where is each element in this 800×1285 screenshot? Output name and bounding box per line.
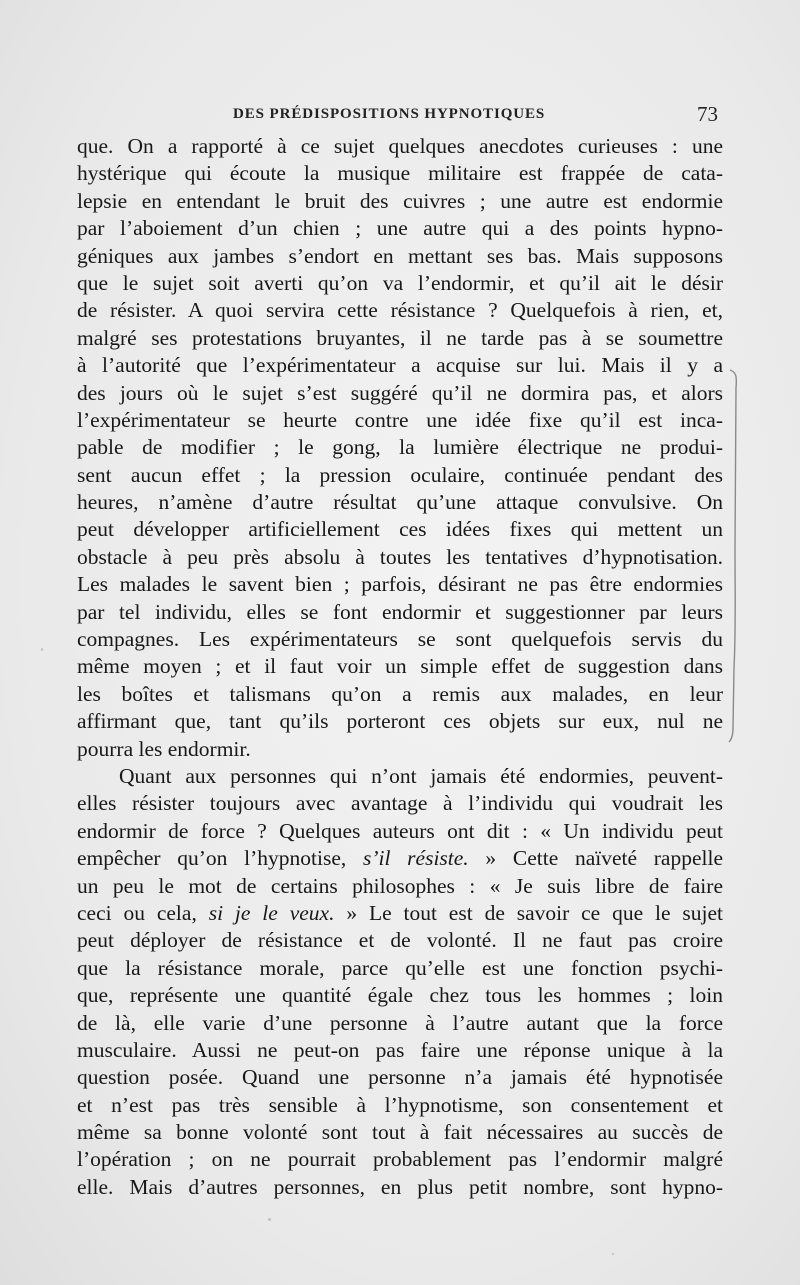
paper-speck xyxy=(612,1253,614,1255)
page-number: 73 xyxy=(697,102,718,126)
text-line: des jours où le sujet s’est suggéré qu’il ne dormira pas, et alors xyxy=(77,380,723,405)
text-line: elle. Mais d’autres personnes, en plus petit nombre, sont hypno- xyxy=(77,1174,723,1199)
text-line: et n’est pas très sensible à l’hypnotisme, son consentement et xyxy=(77,1092,723,1117)
text-line: de là, elle varie d’une personne à l’autre autant que la force xyxy=(77,1010,723,1035)
margin-bracket-mark xyxy=(728,368,742,744)
text-line: peut développer artificiellement ces idées fixes qui mettent un xyxy=(77,517,723,542)
running-head xyxy=(78,104,718,128)
text-line: que. On a rapporté à ce sujet quelques anecdotes curieuses : une xyxy=(77,134,723,158)
text-line: heures, n’amène d’autre résultat qu’une attaque convulsive. On xyxy=(77,490,723,515)
text-line: par l’aboiement d’un chien ; une autre qui a des points hypno- xyxy=(77,216,723,241)
text-line: malgré ses protestations bruyantes, il ne tarde pas à se soumettre xyxy=(77,325,723,350)
text-line: que la résistance morale, parce qu’elle est une fonction psychi- xyxy=(77,955,723,980)
text-line: même moyen ; et il faut voir un simple effet de suggestion dans xyxy=(77,654,723,679)
text-line: un peu le mot de certains philosophes : « Je suis libre de faire xyxy=(77,873,723,898)
text-line: Quant aux personnes qui n’ont jamais été endormies, peuvent- xyxy=(119,763,723,788)
text-line: que, représente une quantité égale chez tous les hommes ; loin xyxy=(77,983,723,1008)
text-line: elles résister toujours avec avantage à l’individu qui voudrait les xyxy=(77,791,723,816)
text-line: lepsie en entendant le bruit des cuivres ; une autre est endormie xyxy=(77,188,723,213)
text-line: les boîtes et talismans qu’on a remis aux malades, en leur xyxy=(77,681,723,706)
text-line: l’opération ; on ne pourrait probablement pas l’endormir malgré xyxy=(77,1147,723,1172)
italic-phrase: s’il résiste. xyxy=(362,846,469,871)
text-line: sent aucun effet ; la pression oculaire, continuée pendant des xyxy=(77,462,723,487)
running-head-title: DES PRÉDISPOSITIONS HYPNOTIQUES xyxy=(233,106,546,122)
text-line: pourra les endormir. xyxy=(77,736,251,761)
text-line: Les malades le savent bien ; parfois, désirant ne pas être endormies xyxy=(77,572,723,597)
text-line: géniques aux jambes s’endort en mettant ses bas. Mais supposons xyxy=(77,243,723,268)
text-line: musculaire. Aussi ne peut-on pas faire une réponse unique à la xyxy=(77,1037,723,1062)
text-line: endormir de force ? Quelques auteurs ont dit : « Un individu peut xyxy=(77,818,723,843)
text-segment: empêcher qu’on l’hypnotise, xyxy=(77,846,363,871)
text-line: l’expérimentateur se heurte contre une idée fixe qu’il est inca- xyxy=(77,407,723,432)
italic-phrase: si je le veux. xyxy=(208,900,335,925)
text-line: obstacle à peu près absolu à toutes les tentatives d’hypnotisation. xyxy=(77,544,723,569)
text-line xyxy=(77,900,723,927)
text-segment: » Le tout est de savoir ce que le sujet xyxy=(334,900,724,925)
text-line: même sa bonne volonté sont tout à fait nécessaires au succès de xyxy=(77,1120,723,1145)
text-line xyxy=(77,845,723,872)
body-text xyxy=(77,133,723,1201)
text-segment: » Cette naïveté rappelle xyxy=(468,846,723,871)
paper-speck xyxy=(268,1218,271,1221)
text-line: peut déployer de résistance et de volonté. Il ne faut pas croire xyxy=(77,928,723,953)
text-line: par tel individu, elles se font endormir et suggestionner par leurs xyxy=(77,599,723,624)
text-line: de résister. A quoi servira cette résistance ? Quelquefois à rien, et, xyxy=(77,298,723,323)
text-line: pable de modifier ; le gong, la lumière électrique ne produi- xyxy=(77,435,723,460)
paper-speck xyxy=(41,648,43,651)
text-line: hystérique qui écoute la musique militaire est frappée de cata- xyxy=(77,161,723,186)
text-line: affirmant que, tant qu’ils porteront ces objets sur eux, nul ne xyxy=(77,709,723,734)
text-line: compagnes. Les expérimentateurs se sont quelquefois servis du xyxy=(77,627,723,652)
text-segment: ceci ou cela, xyxy=(77,900,209,925)
text-line: que le sujet soit averti qu’on va l’endormir, et qu’il ait le désir xyxy=(77,270,723,295)
text-line: question posée. Quand une personne n’a jamais été hypnotisée xyxy=(77,1065,723,1090)
text-line: à l’autorité que l’expérimentateur a acquise sur lui. Mais il y a xyxy=(77,353,723,378)
